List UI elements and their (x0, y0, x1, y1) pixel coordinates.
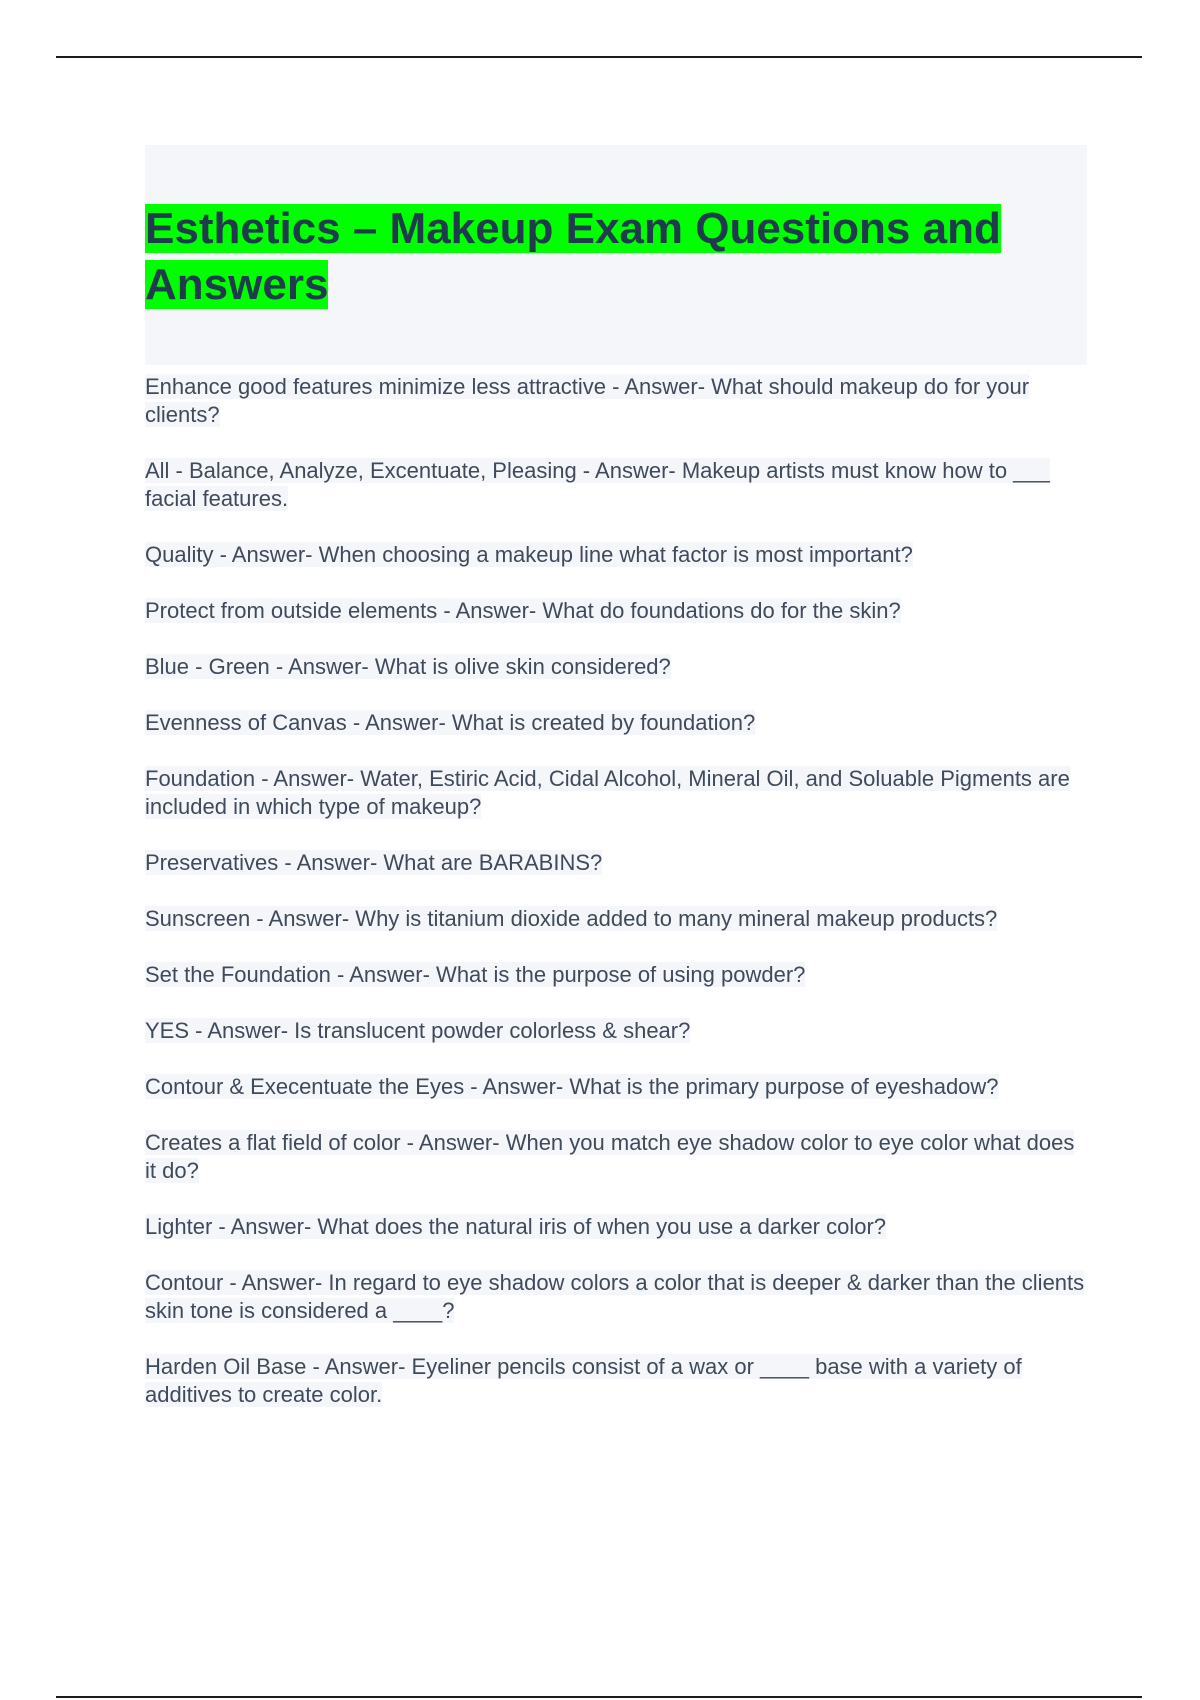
title-block (145, 145, 1087, 365)
qa-item: Foundation - Answer- Water, Estiric Acid, Cidal Alcohol, Mineral Oil, and Soluable Pigments are included in which type of makeup? (145, 766, 1070, 819)
qa-item: Blue - Green - Answer- What is olive skin considered? (145, 654, 671, 679)
page-title (145, 201, 1087, 313)
qa-item: Sunscreen - Answer- Why is titanium dioxide added to many mineral makeup products? (145, 906, 998, 931)
qa-item: Lighter - Answer- What does the natural iris of when you use a darker color? (145, 1214, 887, 1239)
document-content (145, 145, 1087, 1437)
title-highlight: Esthetics – Makeup Exam Questions and Answers (145, 204, 1001, 309)
qa-list (145, 373, 1087, 1409)
qa-item: Evenness of Canvas - Answer- What is created by foundation? (145, 710, 756, 735)
qa-item: Harden Oil Base - Answer- Eyeliner pencils consist of a wax or ____ base with a variety of additives to create color. (145, 1354, 1022, 1407)
qa-item: Creates a flat field of color - Answer- When you match eye shadow color to eye color what does it do? (145, 1130, 1075, 1183)
qa-item: Protect from outside elements - Answer- What do foundations do for the skin? (145, 598, 901, 623)
bottom-rule (56, 1696, 1142, 1698)
qa-item: Quality - Answer- When choosing a makeup line what factor is most important? (145, 542, 913, 567)
qa-item: All - Balance, Analyze, Excentuate, Pleasing - Answer- Makeup artists must know how to ___ facial features. (145, 458, 1050, 511)
qa-item: YES - Answer- Is translucent powder colorless & shear? (145, 1018, 691, 1043)
qa-item: Contour & Execentuate the Eyes - Answer- What is the primary purpose of eyeshadow? (145, 1074, 999, 1099)
qa-item: Enhance good features minimize less attractive - Answer- What should makeup do for your clients? (145, 374, 1030, 427)
qa-item: Contour - Answer- In regard to eye shadow colors a color that is deeper & darker than the clients skin tone is considered a ____? (145, 1270, 1085, 1323)
qa-item: Set the Foundation - Answer- What is the purpose of using powder? (145, 962, 806, 987)
qa-item: Preservatives - Answer- What are BARABINS? (145, 850, 603, 875)
top-rule (56, 56, 1142, 58)
